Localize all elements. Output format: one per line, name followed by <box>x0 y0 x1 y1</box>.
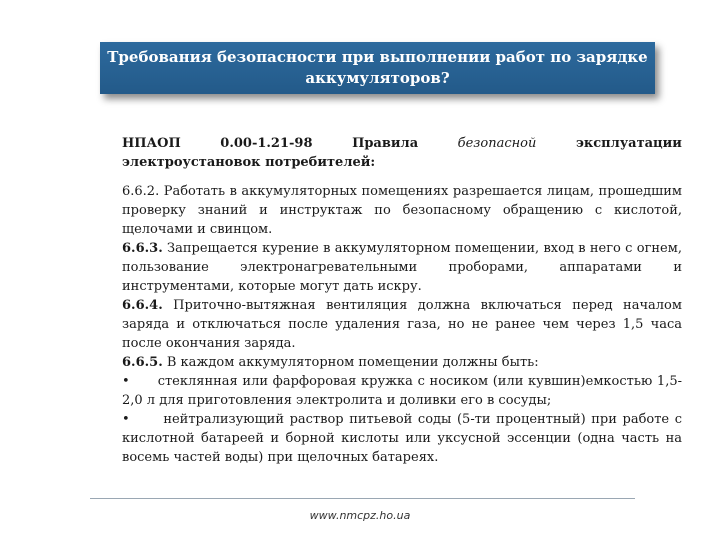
paragraph-number: 6.6.5. <box>122 355 163 370</box>
slide-title-line2: аккумуляторов? <box>305 69 450 87</box>
bullet-text: нейтрализующий раствор питьевой соды (5-ти процентный) при работе с кислотной батареей и борной кислоты или уксусной эссенции (одна часть на восемь частей воды) при щелочных батареях. <box>122 412 683 465</box>
bullet-text: стеклянная или фарфоровая кружка с носиком (или кувшин)емкостью 1,5-2,0 л для приготовления электролита и доливки его в сосуды; <box>122 374 682 408</box>
paragraph-6-6-5 <box>122 353 682 372</box>
paragraph-number: 6.6.3. <box>122 241 163 256</box>
bullet-marker: • <box>122 412 130 427</box>
paragraph-text: Работать в аккумуляторных помещениях разрешается лицам, прошедшим проверку знаний и инструктаж по безопасному обращению с кислотой, щелочами и свинцом. <box>122 184 682 237</box>
document-reference <box>122 134 682 153</box>
document-reference-line2: электроустановок потребителей: <box>122 155 376 170</box>
slide-title-box <box>100 42 655 94</box>
paragraph-text: Приточно-вытяжная вентиляция должна включаться перед началом заряда и отключаться после удаления газа, но не ранее чем через 1,5 часа после окончания заряда. <box>122 298 682 351</box>
ref-word-3: Правила <box>352 136 419 151</box>
paragraph-6-6-4 <box>122 296 682 353</box>
paragraph-number: 6.6.4. <box>122 298 163 313</box>
paragraph-6-6-2 <box>122 182 682 239</box>
footer-url: www.nmcpz.ho.ua <box>309 509 411 522</box>
ref-word-5: эксплуатации <box>575 136 682 151</box>
paragraph-text: Запрещается курение в аккумуляторном помещении, вход в него с огнем, пользование электронагревательными проборами, аппаратами и инструментами, которые могут дать искру. <box>122 241 682 294</box>
paragraph-text: В каждом аккумуляторном помещении должны быть: <box>162 355 539 370</box>
ref-word-4: безопасной <box>457 136 537 151</box>
ref-word-1: НПАОП <box>122 136 181 151</box>
footer-divider <box>90 498 635 499</box>
paragraph-number: 6.6.2. <box>122 184 160 199</box>
slide-body <box>122 134 682 467</box>
slide-title-line1: Требования безопасности при выполнении работ по зарядке <box>107 48 648 66</box>
paragraph-6-6-3 <box>122 239 682 296</box>
bullet-item <box>122 372 682 410</box>
ref-word-2: 0.00-1.21-98 <box>220 136 313 151</box>
bullet-item <box>122 410 682 467</box>
bullet-marker: • <box>122 374 130 389</box>
